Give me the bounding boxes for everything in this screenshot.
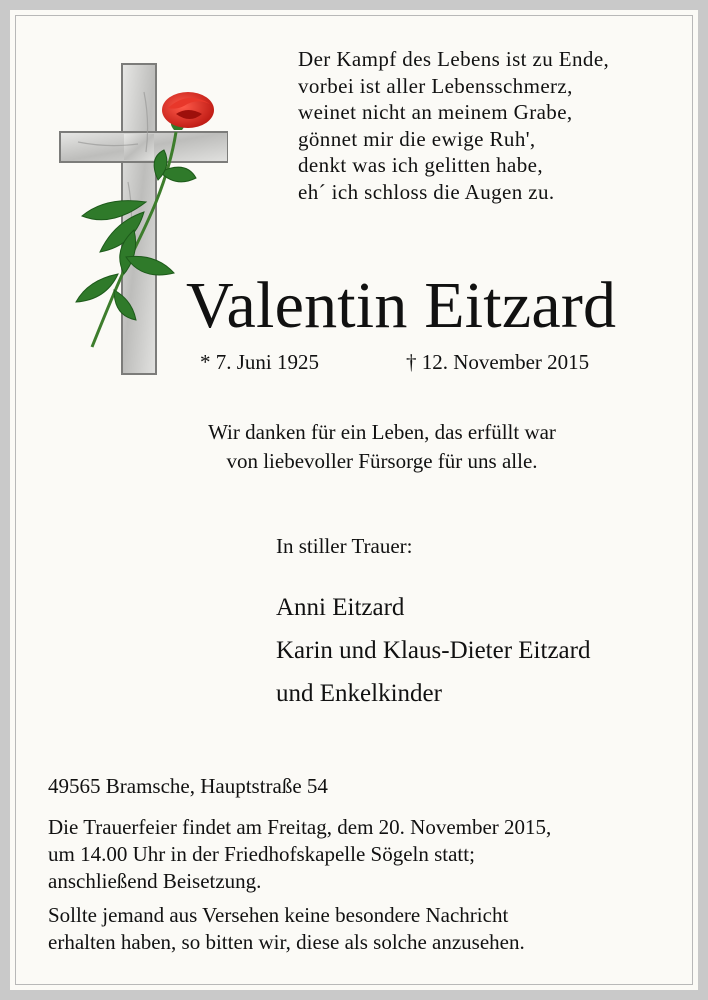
funeral-line: anschließend Beisetzung.: [48, 869, 262, 893]
death-date: † 12. November 2015: [406, 350, 590, 374]
deceased-name: Valentin Eitzard: [186, 269, 617, 342]
poem-line: eh´ ich schloss die Augen zu.: [298, 179, 555, 204]
obituary-page: [10, 10, 698, 990]
thanks-line: von liebevoller Fürsorge für uns alle.: [226, 449, 538, 473]
funeral-line: um 14.00 Uhr in der Friedhofskapelle Sögeln statt;: [48, 842, 475, 866]
notice-text: [48, 902, 525, 956]
notice-line: Sollte jemand aus Versehen keine besondere Nachricht: [48, 903, 509, 927]
poem: [298, 46, 609, 205]
thanks-text: [10, 418, 698, 476]
family-address: 49565 Bramsche, Hauptstraße 54: [48, 774, 328, 798]
poem-line: gönnet mir die ewige Ruh',: [298, 126, 536, 151]
mourning-label: In stiller Trauer:: [276, 534, 413, 558]
birth-date: * 7. Juni 1925: [200, 350, 320, 374]
mourner-name: Karin und Klaus-Dieter Eitzard: [276, 637, 591, 664]
mourner-name: Anni Eitzard: [276, 594, 405, 621]
poem-line: weinet nicht an meinem Grabe,: [298, 100, 573, 124]
thanks-line: Wir danken für ein Leben, das erfüllt war: [208, 420, 556, 444]
poem-line: Der Kampf des Lebens ist zu Ende,: [298, 47, 610, 71]
mourner-name: und Enkelkinder: [276, 680, 442, 707]
mourners-list: [276, 586, 590, 715]
poem-line: denkt was ich gelitten habe,: [298, 153, 544, 177]
funeral-line: Die Trauerfeier findet am Freitag, dem 20. November 2015,: [48, 815, 552, 839]
poem-line: vorbei ist aller Lebensschmerz,: [298, 73, 573, 98]
funeral-details: [48, 814, 551, 895]
notice-line: erhalten haben, so bitten wir, diese als solche anzusehen.: [48, 930, 525, 954]
